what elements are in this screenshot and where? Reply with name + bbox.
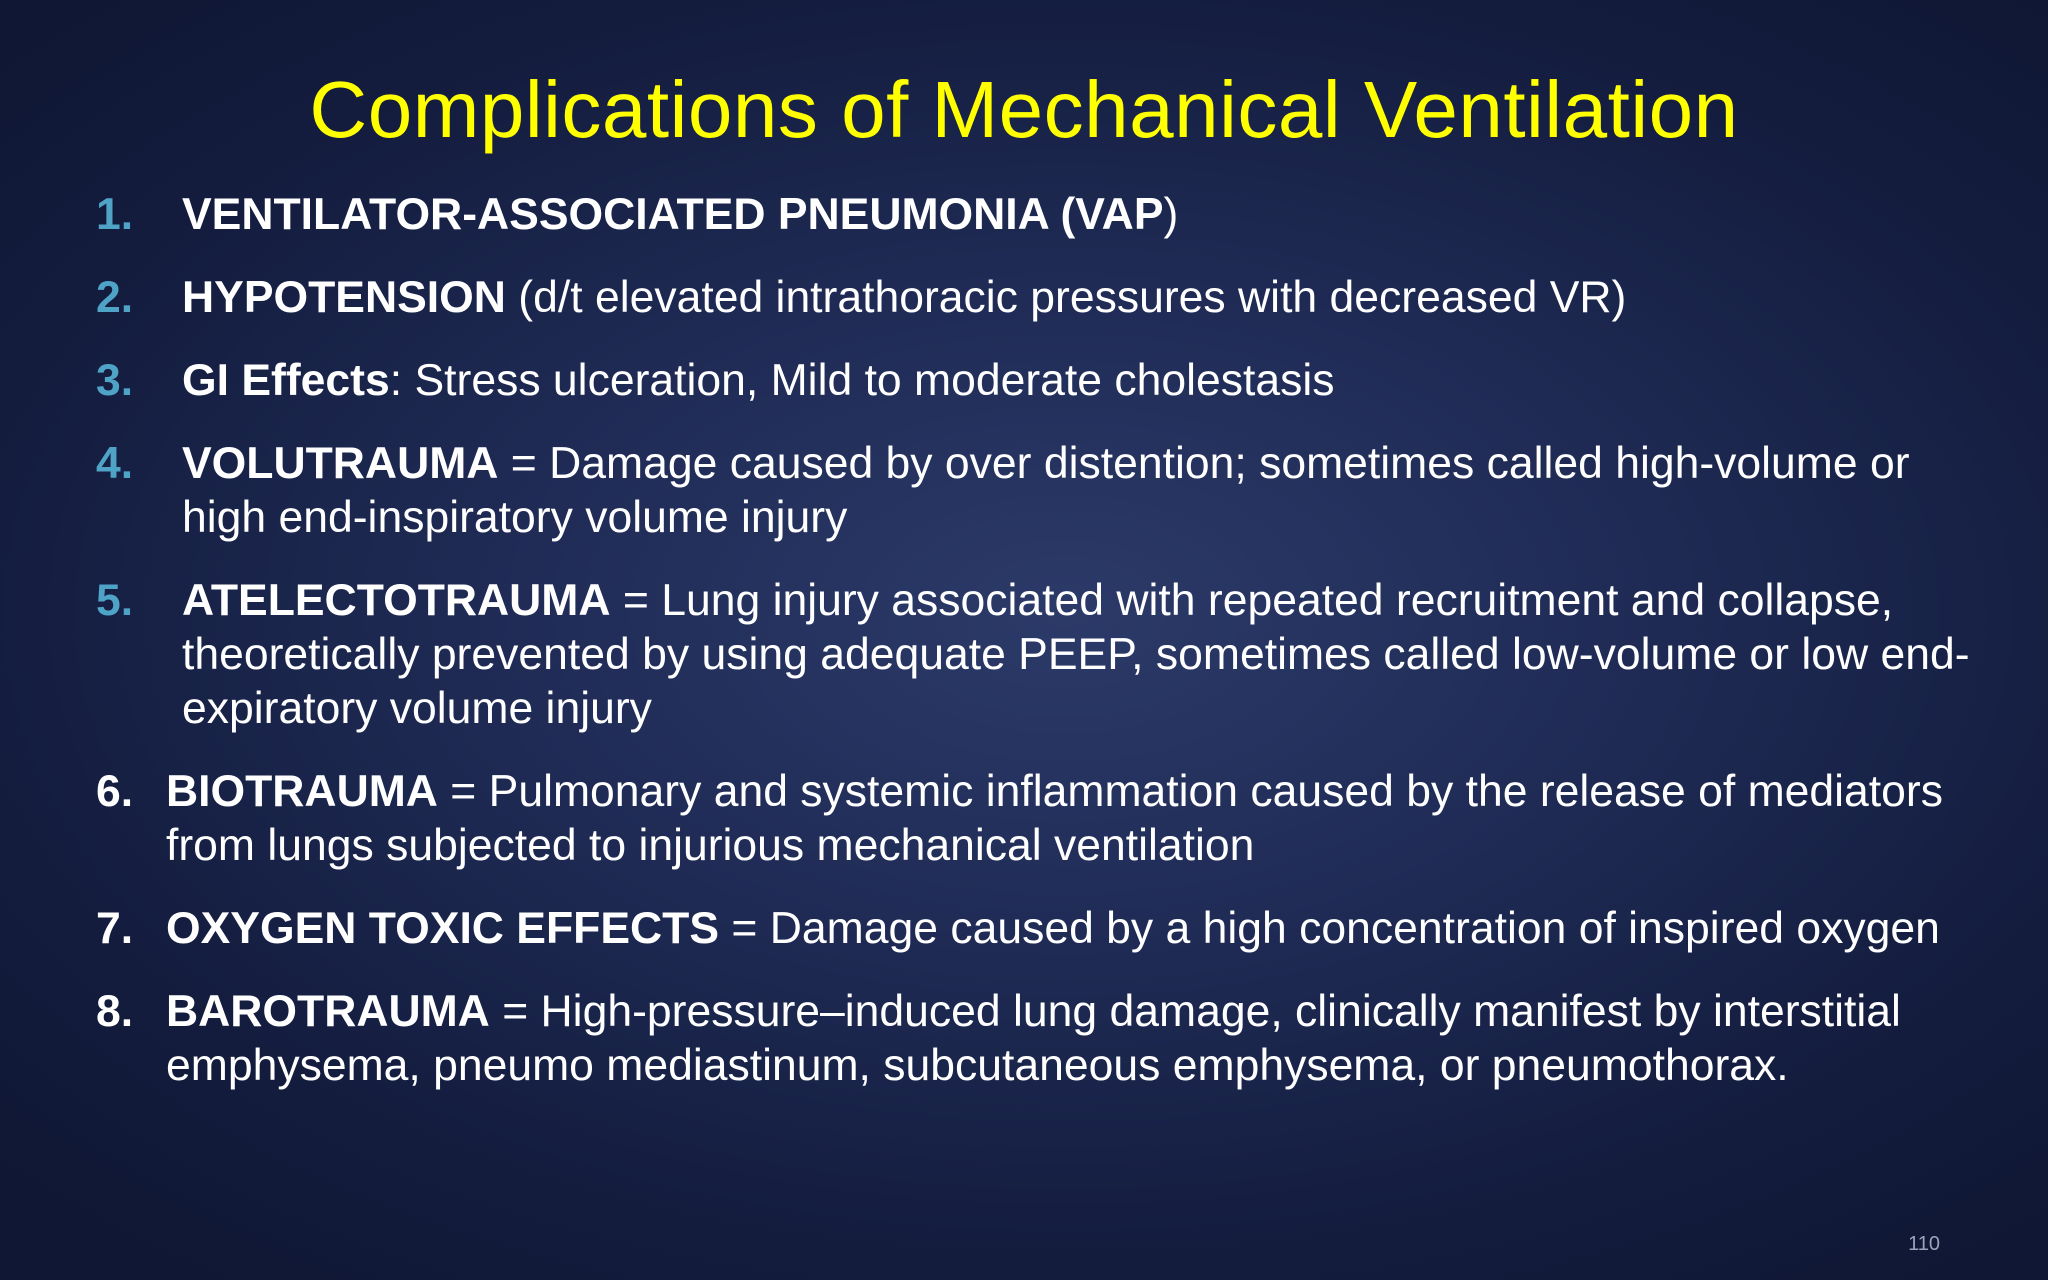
item-description: (d/t elevated intrathoracic pressures with decreased VR) (505, 273, 1627, 322)
item-term: BAROTRAUMA (166, 987, 490, 1036)
item-number: 1. (96, 190, 134, 239)
page-number: 110 (1908, 1233, 1940, 1255)
list-item (96, 354, 1996, 408)
complications-list (96, 188, 1996, 1122)
item-number: 2. (96, 273, 134, 322)
list-item (96, 985, 1996, 1093)
item-term: GI Effects (182, 356, 390, 405)
item-term: OXYGEN TOXIC EFFECTS (166, 904, 720, 953)
item-term: VENTILATOR-ASSOCIATED PNEUMONIA (VAP (182, 190, 1164, 239)
item-number: 6. (96, 767, 134, 816)
list-item (96, 765, 1996, 873)
slide-title: Complications of Mechanical Ventilation (309, 65, 1739, 154)
item-term: HYPOTENSION (182, 273, 506, 322)
item-description: : Stress ulceration, Mild to moderate cholestasis (389, 356, 1335, 405)
item-description: = Lung injury associated with repeated recruitment and collapse, theoretically prevented by using adequate PEEP, sometimes called low-volume or low end-expiratory volume injury (182, 576, 1970, 733)
item-description: = Damage caused by over distention; sometimes called high-volume or high end-inspiratory volume injury (182, 439, 1910, 542)
item-description: = Pulmonary and systemic inflammation caused by the release of mediators from lungs subjected to injurious mechanical ventilation (166, 767, 1943, 870)
item-term: ATELECTOTRAUMA (182, 576, 611, 625)
list-item (96, 437, 1996, 545)
item-number: 8. (96, 987, 134, 1036)
item-number: 5. (96, 576, 134, 625)
item-text (166, 985, 1996, 1093)
list-item (96, 902, 1996, 956)
item-description: ) (1163, 190, 1179, 239)
item-number: 4. (96, 439, 134, 488)
item-number: 3. (96, 356, 134, 405)
item-term: BIOTRAUMA (166, 767, 438, 816)
item-number: 7. (96, 904, 134, 953)
item-text (166, 765, 1996, 873)
list-item (96, 188, 1996, 242)
list-item (96, 574, 1996, 736)
item-description: = High-pressure–induced lung damage, clinically manifest by interstitial emphysema, pneumo mediastinum, subcutaneous emphysema, or pneumothorax. (166, 987, 1901, 1090)
item-term: VOLUTRAUMA (182, 439, 499, 488)
list-item (96, 271, 1996, 325)
item-description: = Damage caused by a high concentration of inspired oxygen (719, 904, 1940, 953)
item-text (166, 902, 1996, 956)
